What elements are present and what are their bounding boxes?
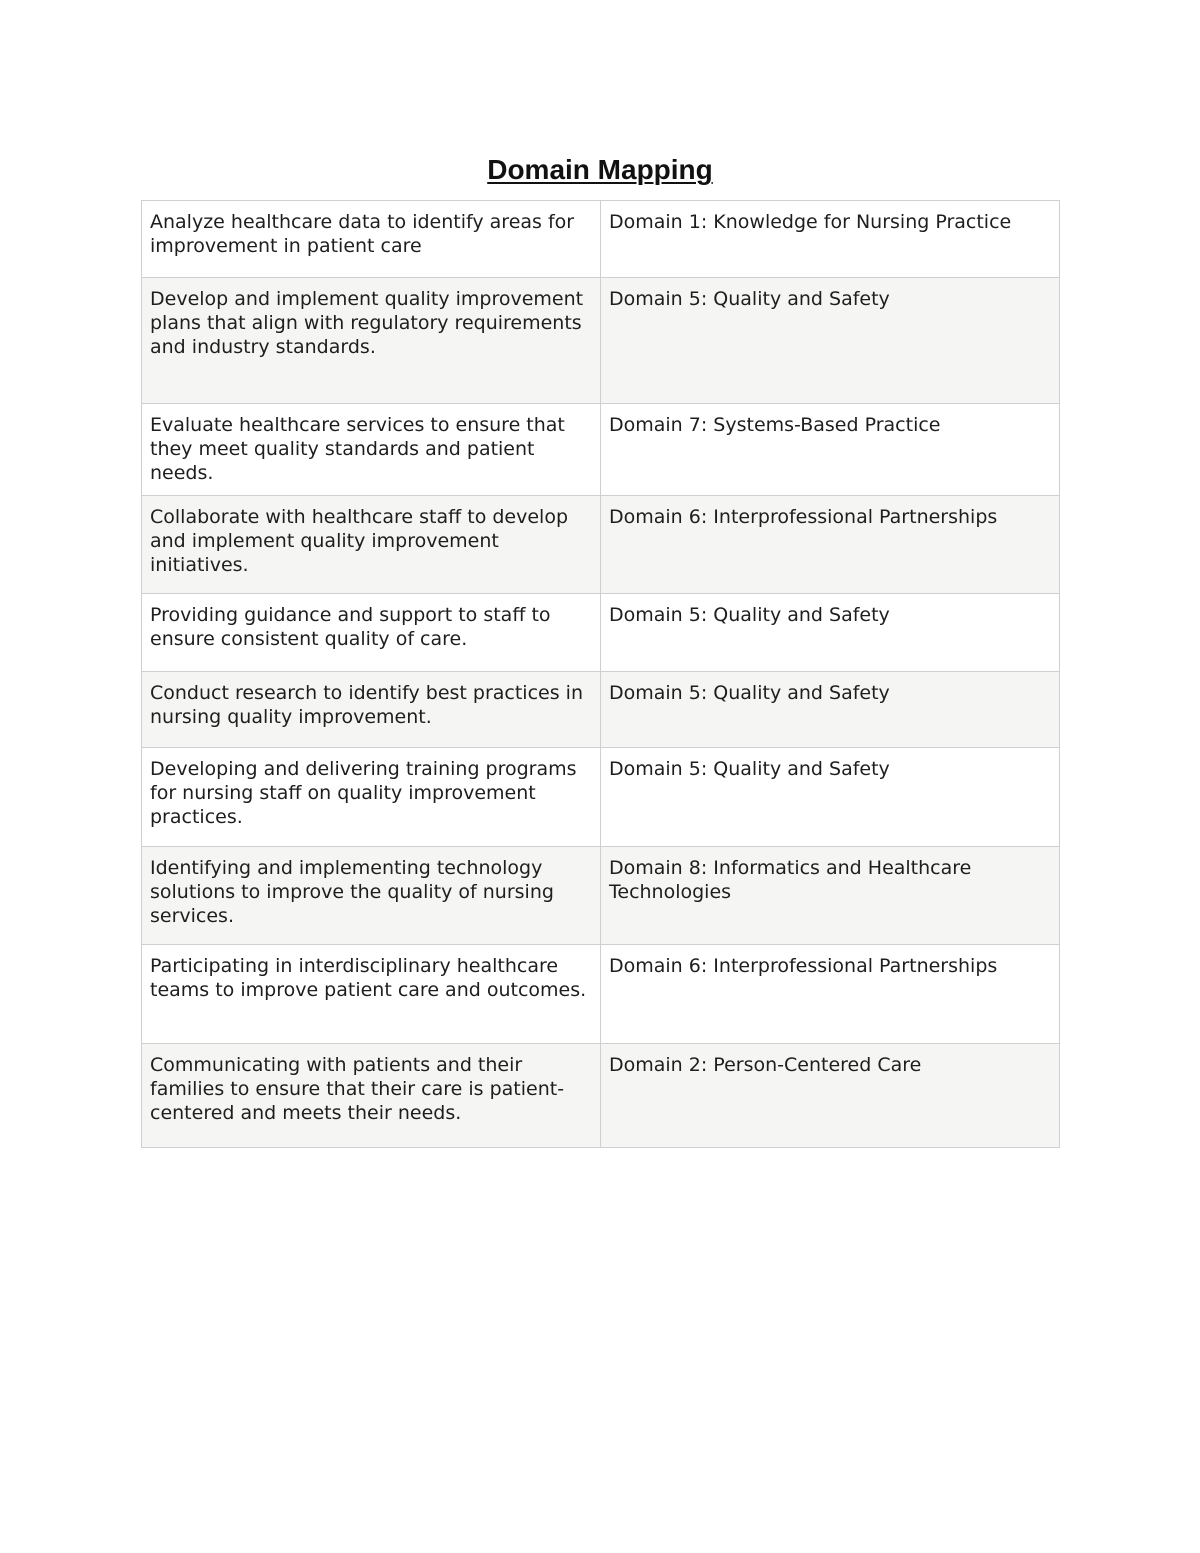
page-title: Domain Mapping (487, 154, 713, 185)
activity-cell: Communicating with patients and their families to ensure that their care is patient-centered and meets their needs. (142, 1044, 601, 1148)
table-row (142, 672, 1060, 748)
activity-cell: Conduct research to identify best practices in nursing quality improvement. (142, 672, 601, 748)
activity-cell: Develop and implement quality improvement plans that align with regulatory requirements and industry standards. (142, 278, 601, 404)
activity-cell: Identifying and implementing technology solutions to improve the quality of nursing services. (142, 847, 601, 945)
domain-cell: Domain 5: Quality and Safety (601, 748, 1060, 847)
table-row (142, 748, 1060, 847)
domain-cell: Domain 1: Knowledge for Nursing Practice (601, 201, 1060, 278)
activity-cell: Participating in interdisciplinary healthcare teams to improve patient care and outcomes. (142, 945, 601, 1044)
domain-cell: Domain 8: Informatics and Healthcare Technologies (601, 847, 1060, 945)
activity-cell: Providing guidance and support to staff to ensure consistent quality of care. (142, 594, 601, 672)
table-row (142, 404, 1060, 496)
table-row (142, 594, 1060, 672)
domain-cell: Domain 5: Quality and Safety (601, 278, 1060, 404)
table-row (142, 201, 1060, 278)
activity-cell: Developing and delivering training programs for nursing staff on quality improvement practices. (142, 748, 601, 847)
activity-cell: Evaluate healthcare services to ensure that they meet quality standards and patient needs. (142, 404, 601, 496)
domain-cell: Domain 6: Interprofessional Partnerships (601, 945, 1060, 1044)
domain-cell: Domain 7: Systems-Based Practice (601, 404, 1060, 496)
table-row (142, 945, 1060, 1044)
table-row (142, 278, 1060, 404)
activity-cell: Collaborate with healthcare staff to develop and implement quality improvement initiatives. (142, 496, 601, 594)
domain-cell: Domain 5: Quality and Safety (601, 672, 1060, 748)
table-row (142, 496, 1060, 594)
table-row (142, 847, 1060, 945)
domain-cell: Domain 5: Quality and Safety (601, 594, 1060, 672)
table-row (142, 1044, 1060, 1148)
domain-cell: Domain 2: Person-Centered Care (601, 1044, 1060, 1148)
domain-mapping-table (141, 200, 1060, 1148)
activity-cell: Analyze healthcare data to identify areas for improvement in patient care (142, 201, 601, 278)
domain-cell: Domain 6: Interprofessional Partnerships (601, 496, 1060, 594)
